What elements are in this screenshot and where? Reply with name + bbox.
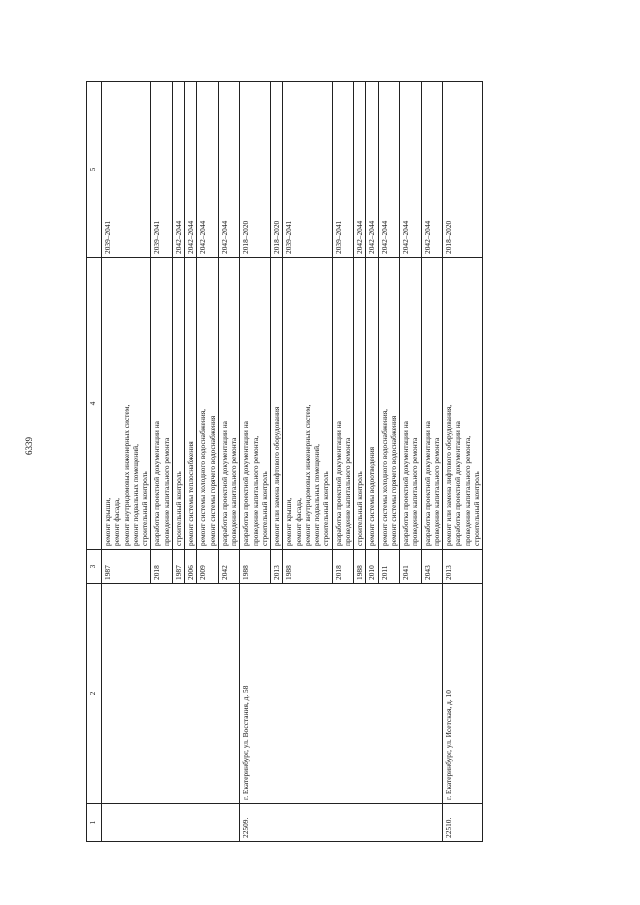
work-cell (378, 258, 400, 550)
year-cell: 1987 (102, 550, 151, 584)
work-line: ремонт системы водоотведения (367, 446, 377, 546)
work-cell (240, 258, 271, 550)
table-row (102, 82, 151, 842)
row-number-cell: 22509. (240, 804, 443, 842)
work-cell (218, 258, 240, 550)
period-cell: 2042–2044 (400, 82, 422, 258)
work-cell (283, 258, 332, 550)
column-header: 1 (87, 804, 102, 842)
capital-repair-table (86, 81, 483, 842)
year-cell: 2018 (332, 550, 354, 584)
work-cell (366, 258, 378, 550)
year-cell: 2018 (151, 550, 173, 584)
work-cell (421, 258, 443, 550)
address-cell (102, 584, 240, 804)
work-line: проведение капитального ремонта (431, 437, 441, 546)
header-row (87, 82, 102, 842)
row-number-cell (102, 804, 240, 842)
year-cell: 2009 (197, 550, 219, 584)
work-line: ремонт или замена лифтового оборудования, (444, 404, 453, 546)
period-cell: 2042–2044 (366, 82, 378, 258)
period-cell: 2042–2044 (421, 82, 443, 258)
work-line: ремонт или замена лифтового оборудования (272, 406, 281, 546)
year-cell: 1987 (172, 550, 184, 584)
work-cell (400, 258, 422, 550)
period-cell: 2042–2044 (172, 82, 184, 258)
column-header: 5 (87, 82, 102, 258)
period-cell: 2018–2020 (240, 82, 271, 258)
work-cell (197, 258, 219, 550)
work-line: проведение капитального ремонта (161, 437, 171, 546)
year-cell: 2011 (378, 550, 400, 584)
work-line: строительный контроль (259, 471, 269, 546)
year-cell: 1988 (354, 550, 366, 584)
work-cell (332, 258, 354, 550)
work-line: ремонт системы теплоснабжения (186, 441, 195, 546)
period-cell: 2042–2044 (218, 82, 240, 258)
work-line: проведение капитального ремонта (410, 437, 420, 546)
period-cell: 2039–2041 (102, 82, 151, 258)
work-cell (185, 258, 197, 550)
year-cell: 2006 (185, 550, 197, 584)
year-cell: 1988 (240, 550, 271, 584)
address-cell: г. Екатеринбург, ул. Восстания, д. 58 (240, 584, 443, 804)
work-line: разработка проектной документации на (219, 421, 229, 546)
work-line: ремонт внутридомовых инженерных систем, (302, 404, 312, 546)
work-line: проведение капитального ремонта, (250, 435, 260, 546)
period-cell: 2042–2044 (354, 82, 366, 258)
period-cell: 2018–2020 (443, 82, 483, 258)
work-line: разработка проектной документации на (422, 421, 432, 546)
work-line: строительный контроль (140, 471, 149, 546)
work-cell (151, 258, 173, 550)
year-cell: 2013 (271, 550, 283, 584)
work-line: ремонт подвальных помещений, (312, 444, 321, 546)
work-line: строительный контроль (355, 471, 364, 546)
work-cell (354, 258, 366, 550)
rotated-sheet (86, 82, 554, 842)
work-line: разработка проектной документации на (453, 421, 463, 546)
work-line: ремонт системы холодного водоснабжения, (198, 409, 208, 546)
year-cell: 2043 (421, 550, 443, 584)
work-line: проведение капитального ремонта (342, 437, 352, 546)
work-line: ремонт системы горячего водоснабжения (388, 415, 398, 546)
year-cell: 2042 (218, 550, 240, 584)
work-line: строительный контроль (471, 471, 481, 546)
row-number-cell: 22510. (443, 804, 483, 842)
work-line: ремонт фасада, (293, 498, 303, 546)
period-cell: 2039–2041 (332, 82, 354, 258)
table-row (443, 82, 483, 842)
work-line: разработка проектной документации на (333, 421, 343, 546)
work-cell (443, 258, 483, 550)
year-cell: 1988 (283, 550, 332, 584)
period-cell: 2042–2044 (378, 82, 400, 258)
period-cell: 2039–2041 (283, 82, 332, 258)
period-cell: 2042–2044 (185, 82, 197, 258)
column-header: 2 (87, 584, 102, 804)
work-cell (271, 258, 283, 550)
page-number: 6339 (24, 437, 34, 455)
work-line: разработка проектной документации на (152, 421, 162, 546)
work-line: разработка проектной документации на (241, 421, 251, 546)
period-cell: 2042–2044 (197, 82, 219, 258)
work-line: ремонт крыши, (103, 497, 112, 546)
work-line: ремонт системы холодного водоснабжения, (379, 409, 389, 546)
work-cell (172, 258, 184, 550)
work-line: строительный контроль (321, 471, 331, 546)
year-cell: 2010 (366, 550, 378, 584)
work-line: проведение капитального ремонта, (462, 435, 472, 546)
work-line: проведение капитального ремонта (229, 437, 238, 546)
column-header: 3 (87, 550, 102, 584)
work-line: строительный контроль (173, 471, 183, 546)
work-line: ремонт фасада, (112, 498, 122, 546)
work-line: ремонт системы горячего водоснабжения (207, 415, 217, 546)
work-cell (102, 258, 151, 550)
period-cell: 2039–2041 (151, 82, 173, 258)
year-cell: 2013 (443, 550, 483, 584)
year-cell: 2041 (400, 550, 422, 584)
work-line: разработка проектной документации на (401, 421, 410, 546)
column-header: 4 (87, 258, 102, 550)
work-line: ремонт внутридомовых инженерных систем, (121, 404, 131, 546)
address-cell: г. Екатеринбург, ул. Исетская, д. 10 (443, 584, 483, 804)
work-line: ремонт крыши, (284, 497, 294, 546)
table-row (240, 82, 271, 842)
period-cell: 2018–2020 (271, 82, 283, 258)
work-line: ремонт подвальных помещений, (130, 444, 140, 546)
table-body (102, 82, 483, 842)
